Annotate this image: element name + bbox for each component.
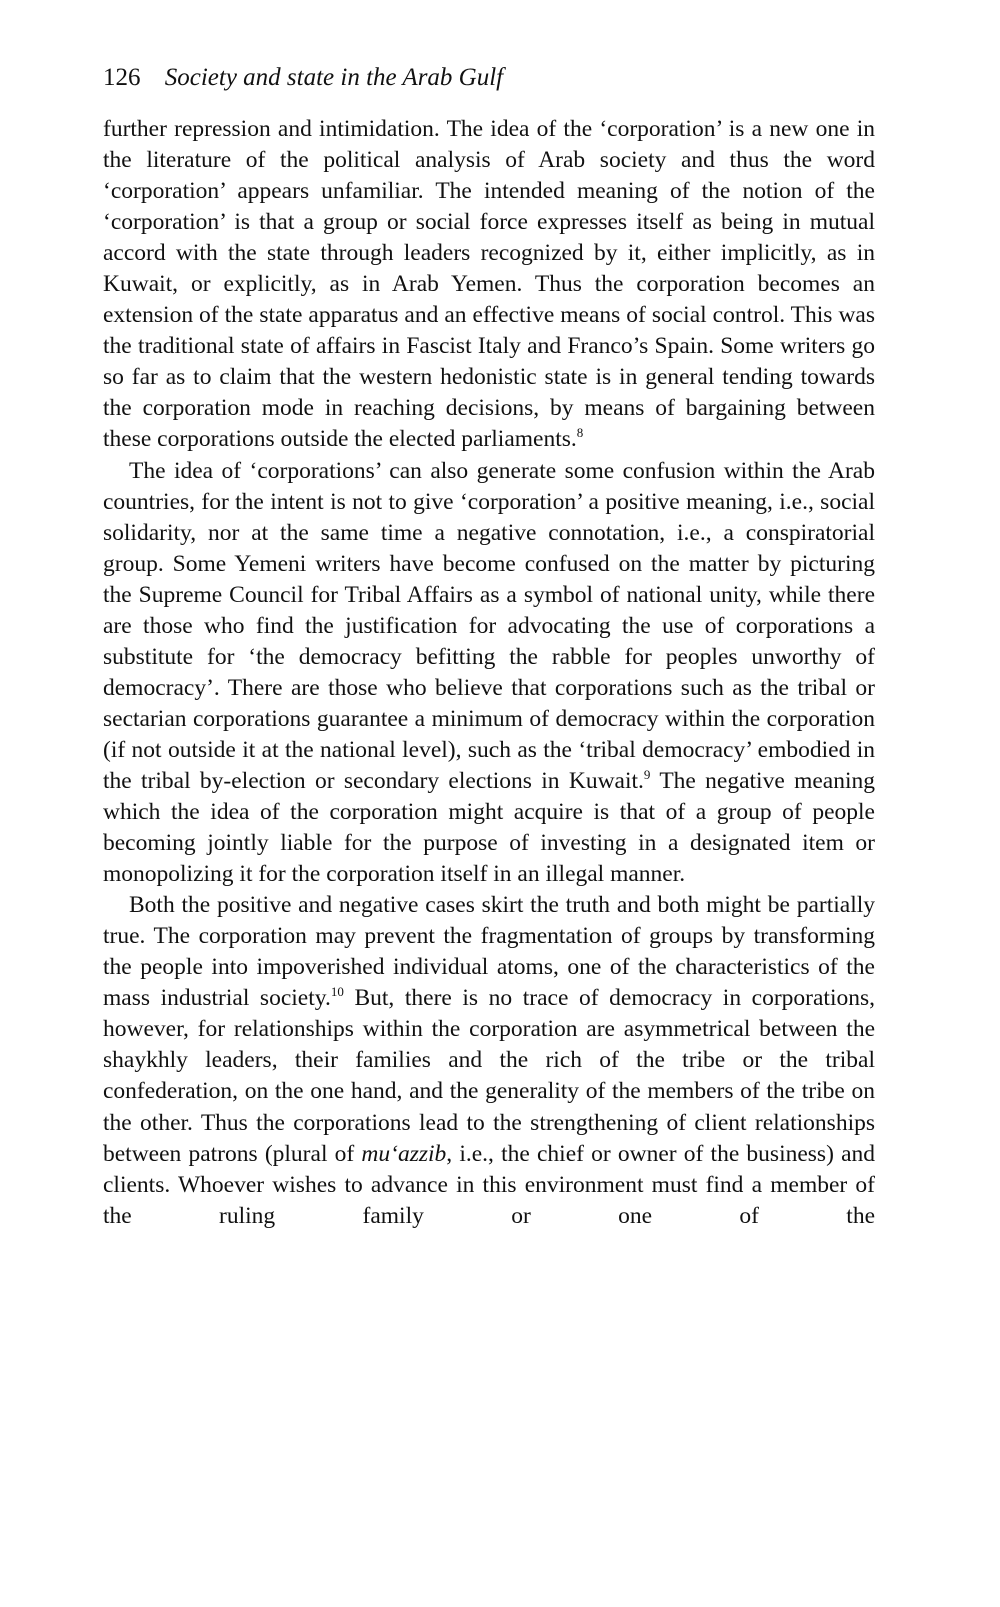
footnote-ref: 10	[330, 984, 344, 1000]
book-title: Society and state in the Arab Gulf	[164, 64, 504, 91]
footnote-ref: 8	[576, 425, 584, 441]
paragraph	[103, 456, 875, 891]
page-number: 126	[103, 64, 141, 91]
italic-term: mu‘azzib	[361, 1140, 447, 1167]
paragraph	[103, 114, 875, 456]
footnote-ref: 9	[643, 766, 651, 782]
book-page	[103, 62, 875, 1232]
paragraph-text: further repression and intimidation. The idea of the ‘corporation’ is a new one in the literature of the political analysis of Arab society and thus the word ‘corporation’ appears unfamiliar. The intended meaning of the notion of the ‘corporation’ is that a group or social force expresses itself as being in mutual accord with the state through leaders recognized by it, either implicitly, as in Kuwait, or explicitly, as in Arab Yemen. Thus the corporation becomes an extension of the state apparatus and an effective means of social control. This was the traditional state of affairs in Fascist Italy and Franco’s Spain. Some writers go so far as to claim that the western hedonistic state is in general tending towards the corporation mode in reaching decisions, by means of bargaining between these corporations outside the elected parliaments.	[103, 116, 875, 453]
paragraph	[103, 890, 875, 1232]
paragraph-text: The negative meaning which the idea of the corporation might acquire is that of a group of people becoming jointly liable for the purpose of investing in a designated item or monopolizing it for the corporation itself in an illegal manner.	[103, 767, 875, 888]
paragraph-text: But, there is no trace of democracy in corporations, however, for relationships within the corporation are asymmetrical between the shaykhly leaders, their families and the rich of the tribe or the tribal confederation, on the one hand, and the generality of the members of the tribe on the other. Thus the corporations lead to the strengthening of client relationships between patrons (plural of	[103, 985, 875, 1167]
running-head	[103, 62, 875, 94]
paragraph-text: The idea of ‘corporations’ can also generate some confusion within the Arab countries, for the intent is not to give ‘corporation’ a positive meaning, i.e., social solidarity, nor at the same time a negative connotation, i.e., a conspiratorial group. Some Yemeni writers have become confused on the matter by picturing the Supreme Council for Tribal Affairs as a symbol of national unity, while there are those who find the justification for advocating the use of corporations a substitute for ‘the democracy befitting the rabble for peoples unworthy of democracy’. There are those who believe that corporations such as the tribal or sectarian corporations guarantee a minimum of democracy within the corporation (if not outside it at the national level), such as the ‘tribal democracy’ embodied in the tribal by-election or secondary elections in Kuwait.	[103, 457, 875, 794]
paragraph-text: Both the positive and negative cases skirt the truth and both might be partially true. The corporation may prevent the fragmentation of groups by transforming the people into impoverished individual atoms, one of the characteristics of the mass industrial society.	[103, 892, 875, 1012]
paragraph-text: , i.e., the chief or owner of the business) and clients. Whoever wishes to advance in this environment must find a member of the ruling family or one of the	[103, 1140, 876, 1229]
